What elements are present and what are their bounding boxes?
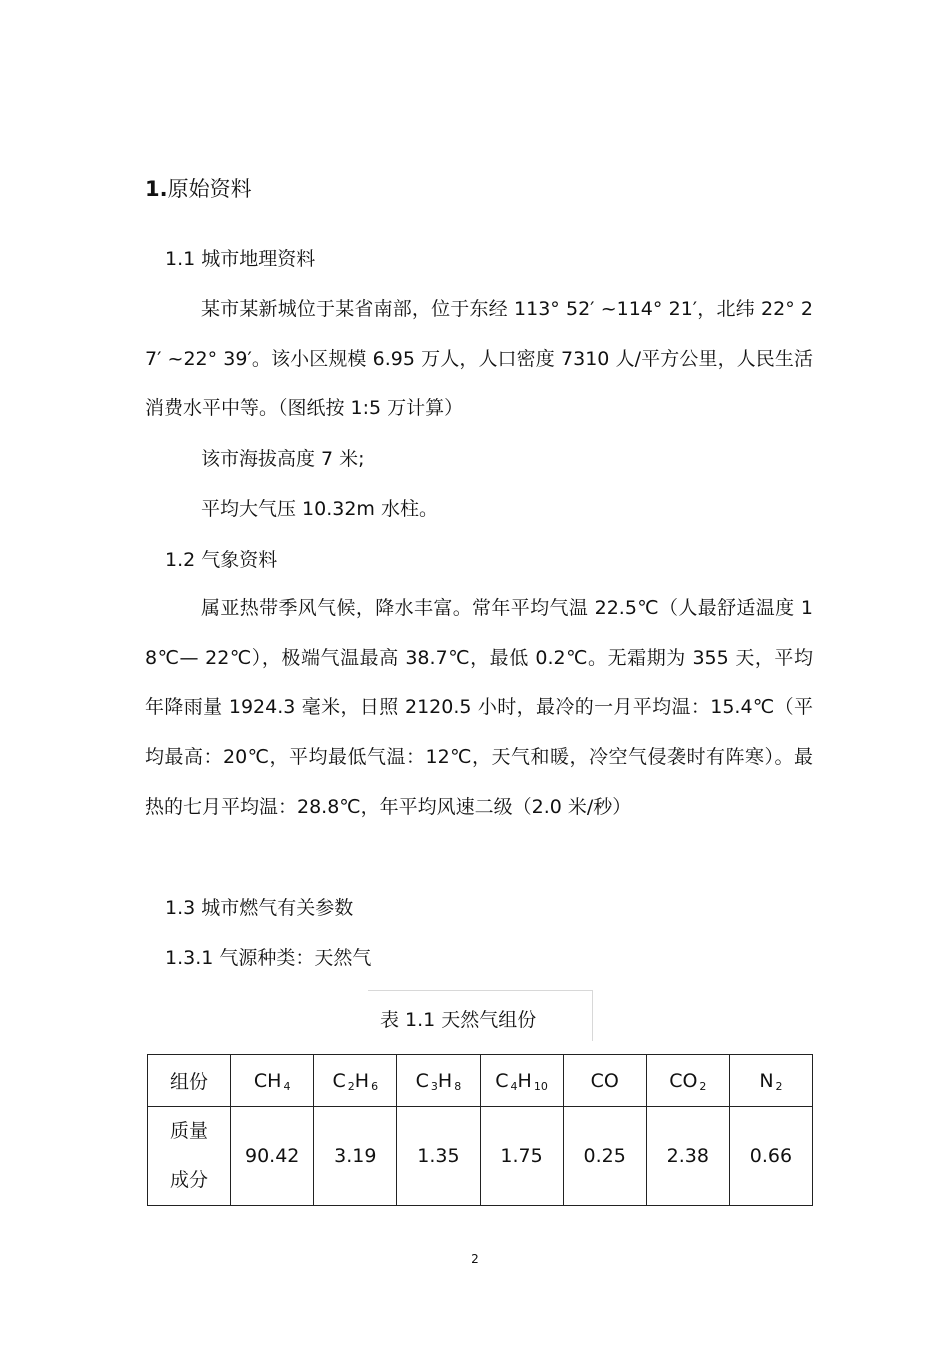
section-title-text: 原始资料	[167, 177, 252, 201]
heading-1-1: 1.1 城市地理资料	[165, 248, 316, 270]
column-header-c2h6: C 2H 6	[314, 1055, 397, 1107]
value-c3h8: 1.35	[397, 1107, 480, 1206]
table-value-row	[148, 1107, 813, 1206]
value-co2: 2.38	[646, 1107, 729, 1206]
heading-1-3: 1.3 城市燃气有关参数	[165, 897, 354, 919]
value-ch4: 90.42	[231, 1107, 314, 1206]
row-header-cell: 组份	[148, 1055, 231, 1107]
table-caption-frame	[368, 990, 593, 1041]
page-number: 2	[471, 1252, 479, 1266]
section-title	[145, 174, 252, 204]
column-header-ch4: CH 4	[231, 1055, 314, 1107]
table-caption: 表 1.1 天然气组份	[380, 1009, 537, 1031]
paragraph-geography: 某市某新城位于某省南部，位于东经 113° 52′ ~114° 21′，北纬 22° 27′ ~22° 39′。该小区规模 6.95 万人，人口密度 7310 人/平方公里，人民生活消费水平中等。（图纸按 1:5 万计算）	[145, 298, 813, 420]
column-header-c4h10: C 4H 10	[480, 1055, 563, 1107]
table-header-row	[148, 1055, 813, 1107]
section-number: 1.	[145, 177, 168, 201]
column-header-c3h8: C 3H 8	[397, 1055, 480, 1107]
value-c4h10: 1.75	[480, 1107, 563, 1206]
value-co: 0.25	[563, 1107, 646, 1206]
column-header-co2: CO 2	[646, 1055, 729, 1107]
column-header-n2: N 2	[729, 1055, 812, 1107]
pressure-line: 平均大气压 10.32m 水柱。	[201, 498, 438, 520]
paragraph-climate: 属亚热带季风气候，降水丰富。常年平均气温 22.5℃（人最舒适温度 18℃— 22℃），极端气温最高 38.7℃，最低 0.2℃。无霜期为 355 天，平均年降雨量 1924.3 毫米，日照 2120.5 小时，最冷的一月平均温：15.4℃（平均最高：20℃，平均最低气温：12℃，天气和暖，冷空气侵袭时有阵寒）。最热的七月平均温：28.8℃，年平均风速二级（2.0 米/秒）	[145, 597, 813, 818]
heading-1-2: 1.2 气象资料	[165, 549, 278, 571]
value-row-header: 质量 成分	[148, 1107, 231, 1206]
value-c2h6: 3.19	[314, 1107, 397, 1206]
value-n2: 0.66	[729, 1107, 812, 1206]
altitude-line: 该市海拔高度 7 米;	[201, 448, 365, 470]
gas-composition-table	[147, 1054, 813, 1206]
heading-1-3-1: 1.3.1 气源种类：天然气	[165, 947, 372, 969]
column-header-co: CO	[563, 1055, 646, 1107]
